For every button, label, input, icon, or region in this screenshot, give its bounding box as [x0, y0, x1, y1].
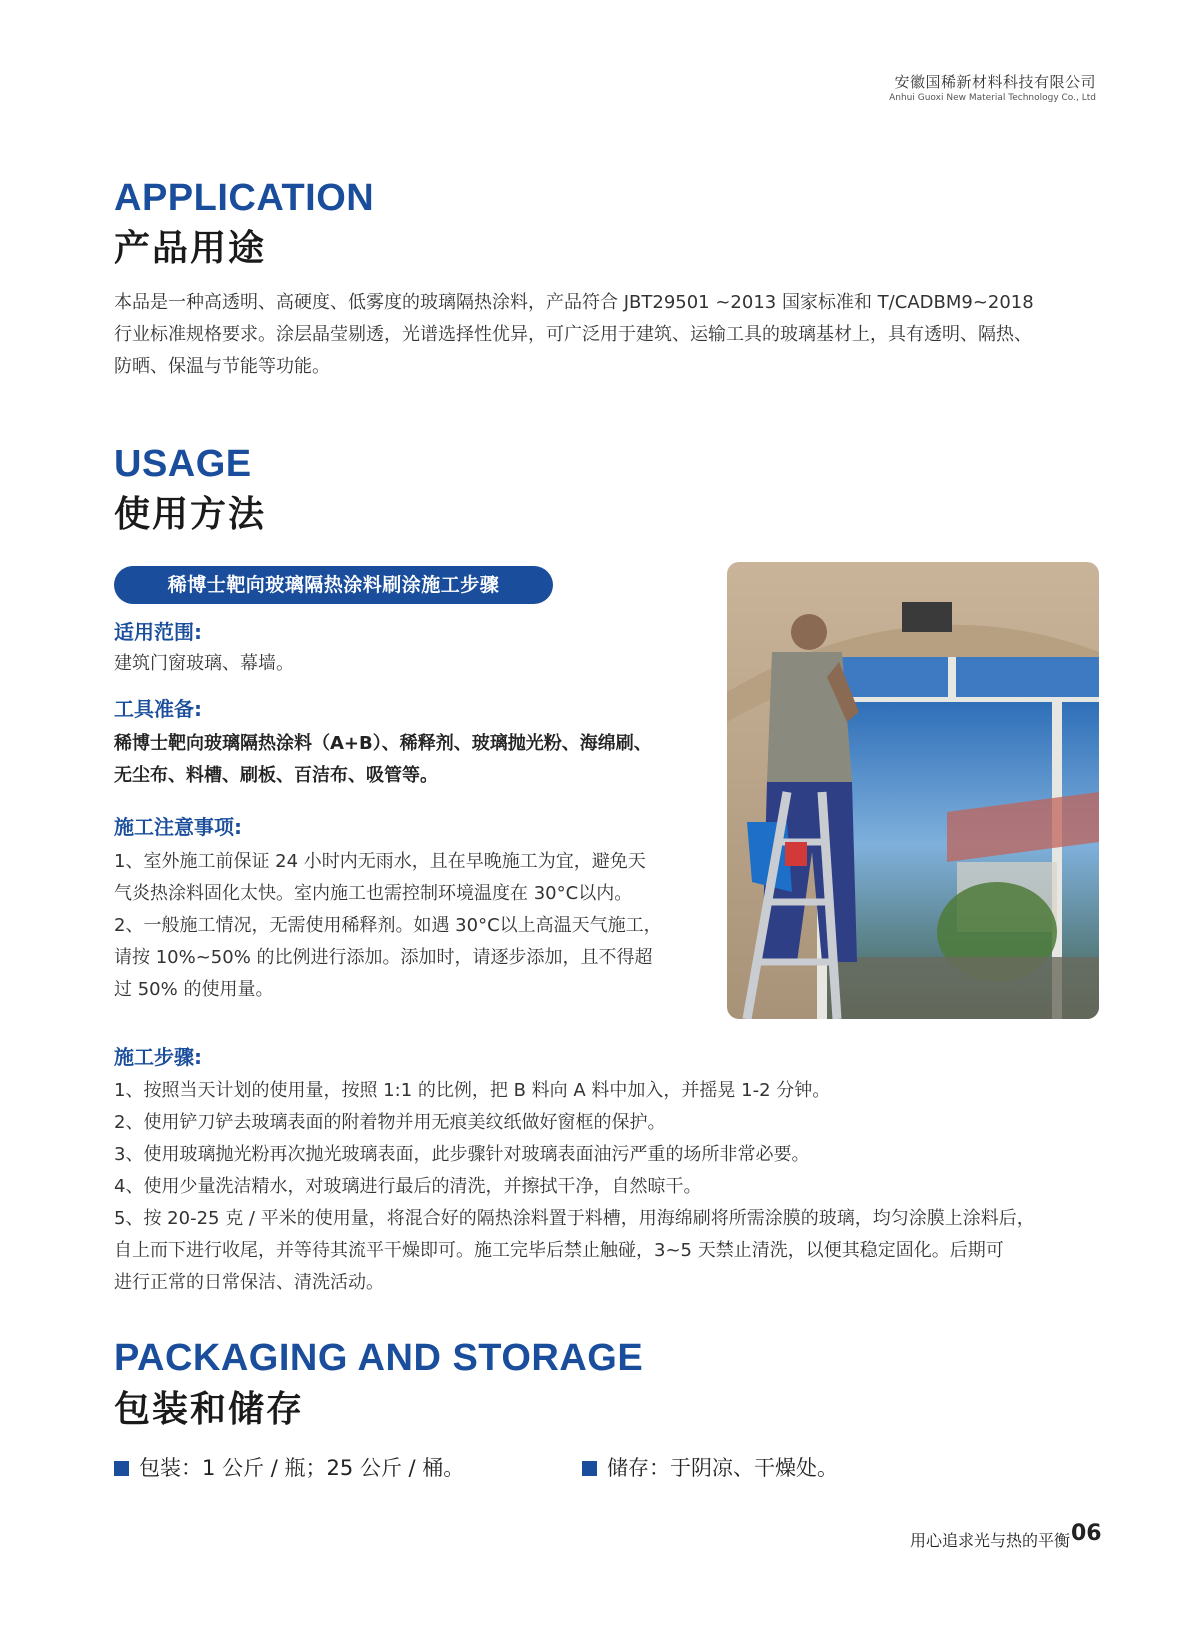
step-line: 3、使用玻璃抛光粉再次抛光玻璃表面，此步骤针对玻璃表面油污严重的场所非常必要。 — [114, 1144, 810, 1165]
square-bullet-icon — [114, 1461, 129, 1476]
step-line: 4、使用少量洗洁精水，对玻璃进行最后的清洗，并擦拭干净，自然晾干。 — [114, 1176, 702, 1197]
storage-item — [582, 1453, 838, 1483]
packaging-title-en: PACKAGING AND STORAGE — [114, 1337, 644, 1379]
step-line: 5、按 20-25 克 / 平米的使用量，将混合好的隔热涂料置于料槽，用海绵刷将所需涂膜的玻璃，均匀涂膜上涂料后， — [114, 1208, 1035, 1229]
step-line: 1、按照当天计划的使用量，按照 1:1 的比例，把 B 料向 A 料中加入，并摇晃 1-2 分钟。 — [114, 1080, 831, 1101]
packaging-item — [114, 1453, 464, 1483]
notes-line: 气炎热涂料固化太快。室内施工也需控制环境温度在 30°C以内。 — [114, 883, 633, 904]
worker-window-photo — [727, 562, 1099, 1019]
application-title-en: APPLICATION — [114, 177, 375, 219]
application-paragraph — [114, 287, 1100, 383]
tools-text — [114, 728, 704, 792]
scope-text: 建筑门窗玻璃、幕墙。 — [114, 653, 294, 674]
usage-title-en: USAGE — [114, 443, 252, 485]
page-number: 06 — [1071, 1521, 1102, 1546]
application-title-cn: 产品用途 — [114, 228, 267, 269]
steps-banner: 稀博士靶向玻璃隔热涂料刷涂施工步骤 — [114, 566, 553, 604]
footer-tagline: 用心追求光与热的平衡 — [909, 1531, 1070, 1550]
step-line: 2、使用铲刀铲去玻璃表面的附着物并用无痕美纹纸做好窗框的保护。 — [114, 1112, 666, 1133]
storage-text: 储存：于阴凉、干燥处。 — [607, 1456, 838, 1480]
step-line: 进行正常的日常保洁、清洗活动。 — [114, 1272, 384, 1293]
company-name-cn: 安徽国稀新材料科技有限公司 — [894, 73, 1096, 91]
tools-line: 无尘布、料槽、刷板、百洁布、吸管等。 — [114, 765, 438, 786]
packaging-title-cn: 包装和储存 — [114, 1389, 305, 1430]
notes-heading: 施工注意事项: — [114, 815, 242, 839]
notes-text — [114, 846, 704, 1006]
tools-heading: 工具准备: — [114, 697, 202, 721]
application-line: 本品是一种高透明、高硬度、低雾度的玻璃隔热涂料，产品符合 JBT29501 ~2013 国家标准和 T/CADBM9~2018 — [114, 292, 1034, 313]
application-line: 防晒、保温与节能等功能。 — [114, 356, 330, 377]
application-line: 行业标准规格要求。涂层晶莹剔透，光谱选择性优异，可广泛用于建筑、运输工具的玻璃基材上，具有透明、隔热、 — [114, 324, 1032, 345]
steps-heading: 施工步骤: — [114, 1045, 202, 1069]
square-bullet-icon — [582, 1461, 597, 1476]
usage-title-cn: 使用方法 — [114, 494, 267, 535]
tools-line: 稀博士靶向玻璃隔热涂料（A+B）、稀释剂、玻璃抛光粉、海绵刷、 — [114, 733, 652, 754]
step-line: 自上而下进行收尾，并等待其流平干燥即可。施工完毕后禁止触碰，3~5 天禁止清洗，以便其稳定固化。后期可 — [114, 1240, 1004, 1261]
notes-line: 2、一般施工情况，无需使用稀释剂。如遇 30°C以上高温天气施工， — [114, 915, 662, 936]
steps-text — [114, 1075, 1100, 1299]
notes-line: 请按 10%~50% 的比例进行添加。添加时，请逐步添加，且不得超 — [114, 947, 653, 968]
notes-line: 1、室外施工前保证 24 小时内无雨水，且在早晚施工为宜，避免天 — [114, 851, 646, 872]
packaging-text: 包装：1 公斤 / 瓶；25 公斤 / 桶。 — [139, 1456, 465, 1480]
notes-line: 过 50% 的使用量。 — [114, 979, 274, 1000]
company-name-en: Anhui Guoxi New Material Technology Co., Ltd — [889, 93, 1096, 103]
scope-heading: 适用范围: — [114, 620, 202, 644]
